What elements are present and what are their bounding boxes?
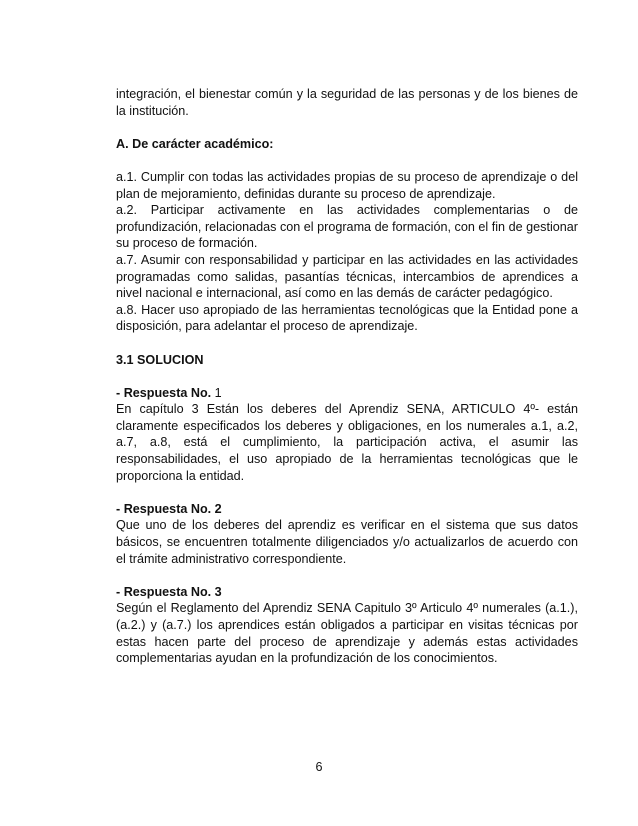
item-a2: a.2. Participar activamente en las actividades complementarias o de profundización, relacionadas con el programa de formación, con el fin de gestionar su proceso de formación. [116,203,578,251]
response-1-title-rest: 1 [211,385,222,400]
spacer [116,484,578,501]
item-a1: a.1. Cumplir con todas las actividades propias de su proceso de aprendizaje o del plan de mejoramiento, definidas durante su proceso de aprendizaje. [116,169,578,201]
response-1-title [116,385,578,402]
page-number: 6 [315,760,323,774]
spacer [116,119,578,136]
solution-heading: 3.1 SOLUCION [116,352,204,367]
spacer [116,152,578,169]
response-3-title [116,584,578,601]
section-a-heading: A. De carácter académico: [116,136,274,151]
document-page [116,86,578,667]
intro-paragraph: integración, el bienestar común y la seguridad de las personas y de los bienes de la institución. [116,87,578,118]
response-1-body: En capítulo 3 Están los deberes del Aprendiz SENA, ARTICULO 4º- están claramente especificados los deberes y obligaciones, en los numerales a.1, a.2, a.7, a.8, está el cumplimiento, la participación activa, el asumir las responsabilidades, el uso apropiado de la herramientas tecnológicas que le proporciona la entidad. [116,402,578,483]
item-a8: a.8. Hacer uso apropiado de las herramientas tecnológicas que la Entidad pone a disposición, para adelantar el proceso de aprendizaje. [116,302,578,334]
response-2-title-bold: - Respuesta No. 2 [116,501,222,516]
response-2-body: Que uno de los deberes del aprendiz es verificar en el sistema que sus datos básicos, se encuentren totalmente diligenciados y/o actualizarlos de acuerdo con el trámite administrativo correspondiente. [116,518,578,566]
spacer [116,368,578,385]
response-1-title-bold: - Respuesta No. [116,385,212,400]
response-3-body: Según el Reglamento del Aprendiz SENA Capitulo 3º Articulo 4º numerales (a.1.), (a.2.) y (a.7.) los aprendices están obligados a participar en visitas técnicas por estas hacen parte del proceso de aprendizaje y además estas actividades complementarias ayudan en la profundización de los conocimientos. [116,601,578,666]
response-3-title-bold: - Respuesta No. 3 [116,584,222,599]
response-2-title [116,501,578,518]
item-a7: a.7. Asumir con responsabilidad y participar en las actividades en las actividades programadas como salidas, pasantías técnicas, intercambios de aprendices a nivel nacional e internacional, así como en las demás de carácter pedagógico. [116,252,578,301]
spacer [116,335,578,352]
spacer [116,567,578,584]
